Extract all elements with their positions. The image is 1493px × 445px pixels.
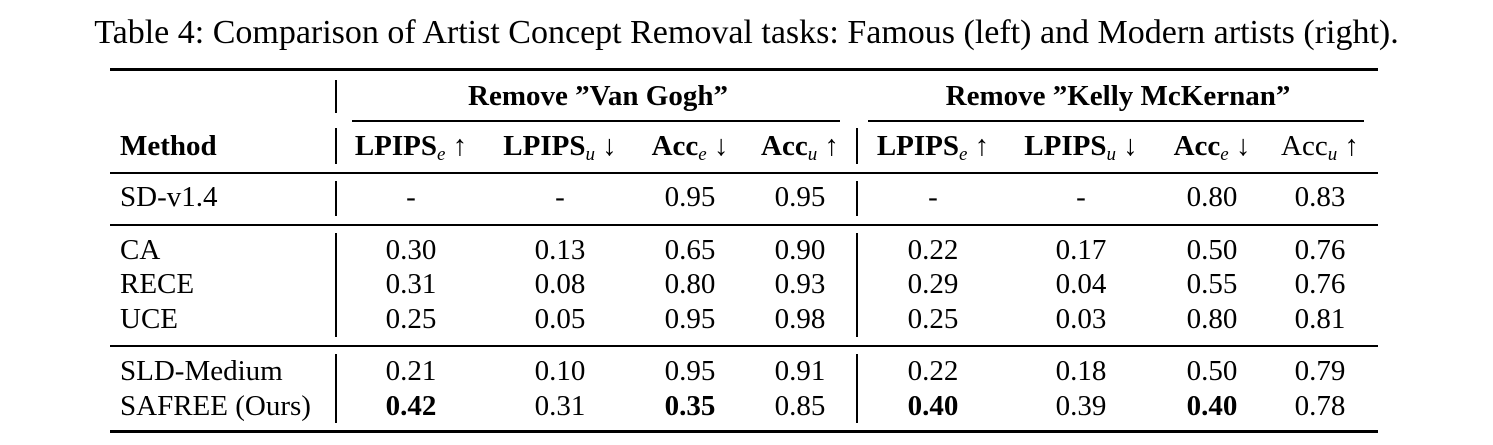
- table-cell: 0.03: [1055, 303, 1107, 335]
- row-method: UCE: [120, 303, 178, 335]
- mid-rule-1: [110, 224, 1378, 226]
- table-cell: 0.76: [1294, 268, 1346, 300]
- table-cell: -: [1076, 181, 1086, 213]
- table-cell: 0.35: [664, 390, 716, 422]
- table-cell: 0.04: [1055, 268, 1107, 300]
- table-cell: 0.81: [1294, 303, 1346, 335]
- table-cell: 0.95: [664, 181, 716, 213]
- vline-group-left: [335, 80, 337, 113]
- vline-header-left: [335, 128, 337, 164]
- table-cell: 0.31: [534, 390, 586, 422]
- header-acc-u-left: Acc$_u$ ↑: [761, 130, 839, 165]
- table-cell: 0.95: [664, 303, 716, 335]
- table-cell: 0.91: [774, 355, 826, 387]
- table-cell: 0.80: [1186, 303, 1238, 335]
- vline-block2-right: [856, 354, 858, 423]
- vline-block2-left: [335, 354, 337, 423]
- group-header-kelly-mckernan: Remove ”Kelly McKernan”: [945, 80, 1291, 112]
- table-cell: 0.93: [774, 268, 826, 300]
- table-cell: 0.25: [907, 303, 959, 335]
- group-rule-left: [352, 120, 840, 122]
- table-cell: 0.80: [664, 268, 716, 300]
- bottom-rule: [110, 430, 1378, 433]
- header-rule: [110, 172, 1378, 174]
- table-cell: 0.50: [1186, 355, 1238, 387]
- table-cell: 0.55: [1186, 268, 1238, 300]
- top-rule: [110, 68, 1378, 71]
- table-cell: 0.90: [774, 234, 826, 266]
- row-method: SD-v1.4: [120, 181, 218, 213]
- table-cell: 0.21: [385, 355, 437, 387]
- table-cell: 0.50: [1186, 234, 1238, 266]
- row-method: SLD-Medium: [120, 355, 283, 387]
- header-acc-e-left: Acc$_e$ ↓: [651, 130, 729, 165]
- table-cell: 0.98: [774, 303, 826, 335]
- header-acc-e-right: Acc$_e$ ↓: [1173, 130, 1251, 165]
- table-cell: 0.79: [1294, 355, 1346, 387]
- vline-row0-left: [335, 181, 337, 216]
- table-cell: 0.05: [534, 303, 586, 335]
- table-cell: 0.30: [385, 234, 437, 266]
- table-cell: 0.95: [774, 181, 826, 213]
- header-lpips-u-left: $LPIPS_u$ ↓: [503, 130, 617, 165]
- table-cell: 0.78: [1294, 390, 1346, 422]
- table-cell: 0.17: [1055, 234, 1107, 266]
- table-cell: 0.25: [385, 303, 437, 335]
- vline-header-right: [856, 128, 858, 164]
- table-cell: 0.80: [1186, 181, 1238, 213]
- table-cell: 0.22: [907, 234, 959, 266]
- table-cell: 0.42: [385, 390, 437, 422]
- table-cell: 0.83: [1294, 181, 1346, 213]
- vline-block1-left: [335, 233, 337, 337]
- table-cell: 0.65: [664, 234, 716, 266]
- header-lpips-u-right: $LPIPS_u$ ↓: [1024, 130, 1138, 165]
- vline-row0-right: [856, 181, 858, 216]
- table-cell: 0.40: [907, 390, 959, 422]
- table-cell: 0.08: [534, 268, 586, 300]
- table-cell: 0.85: [774, 390, 826, 422]
- table-cell: 0.40: [1186, 390, 1238, 422]
- mid-rule-2: [110, 345, 1378, 347]
- row-method: CA: [120, 234, 161, 266]
- table-cell: -: [406, 181, 416, 213]
- table-cell: 0.18: [1055, 355, 1107, 387]
- header-lpips-e-left: $LPIPS_e$ ↑: [354, 130, 468, 165]
- table-cell: 0.39: [1055, 390, 1107, 422]
- table-cell: -: [555, 181, 565, 213]
- table-cell: 0.22: [907, 355, 959, 387]
- header-acc-u-right: Acc$_u$ ↑: [1281, 130, 1359, 165]
- table-cell: 0.29: [907, 268, 959, 300]
- table-cell: 0.95: [664, 355, 716, 387]
- header-lpips-e-right: $LPIPS_e$ ↑: [876, 130, 990, 165]
- table-cell: 0.76: [1294, 234, 1346, 266]
- group-rule-right: [868, 120, 1364, 122]
- group-header-van-gogh: Remove ”Van Gogh”: [468, 80, 728, 112]
- table-caption: Table 4: Comparison of Artist Concept Removal tasks: Famous (left) and Modern artists (right).: [94, 14, 1399, 51]
- vline-block1-right: [856, 233, 858, 337]
- table-cell: -: [928, 181, 938, 213]
- row-method: RECE: [120, 268, 195, 300]
- header-method: Method: [120, 130, 217, 162]
- row-method: SAFREE (Ours): [120, 390, 311, 422]
- table-cell: 0.10: [534, 355, 586, 387]
- table-cell: 0.13: [534, 234, 586, 266]
- table-cell: 0.31: [385, 268, 437, 300]
